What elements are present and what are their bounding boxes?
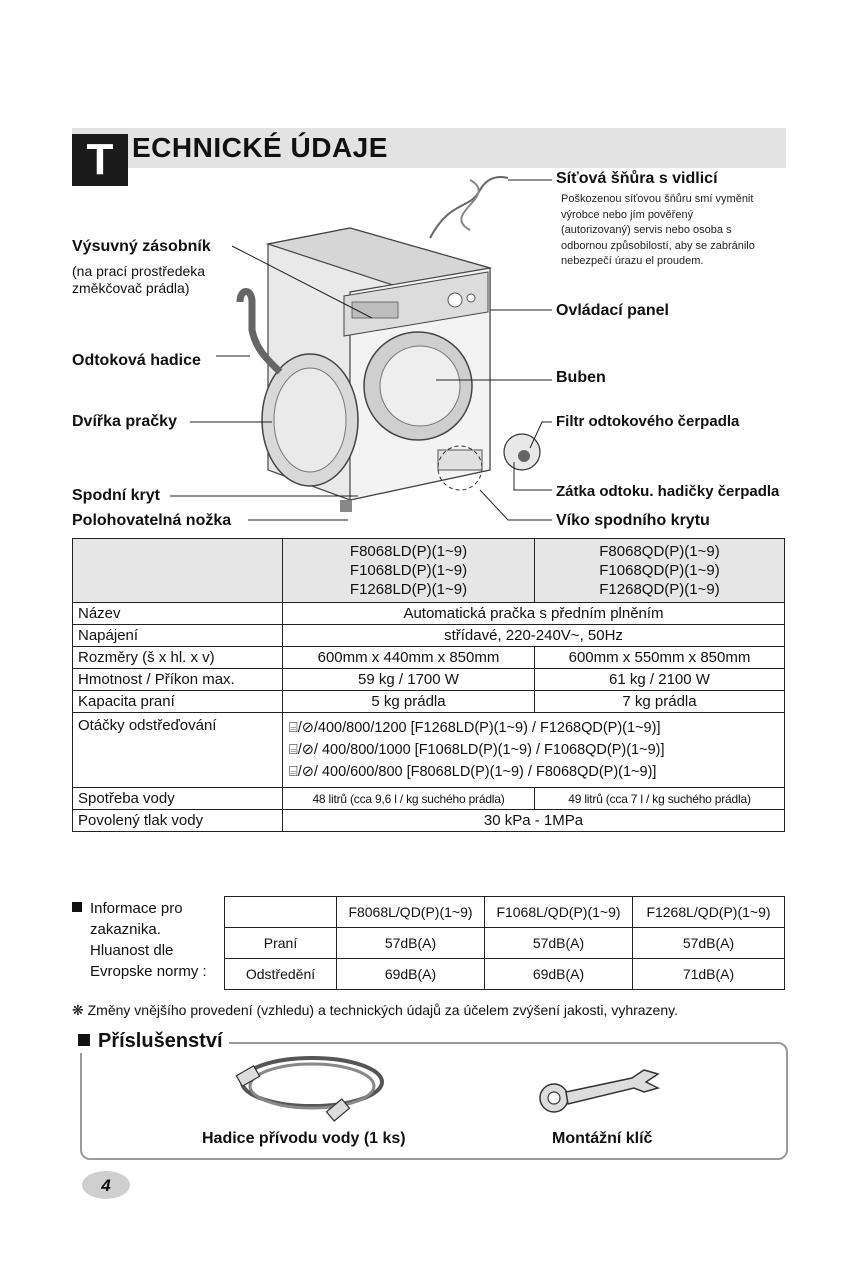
table-row: Spotřeba vody 48 litrů (cca 9,6 l / kg suchého prádla) 49 litrů (cca 7 l / kg suchého prádla) bbox=[73, 788, 785, 810]
table-row: Povolený tlak vody 30 kPa - 1MPa bbox=[73, 810, 785, 832]
pump-filter-label: Filtr odtokového čerpadla bbox=[556, 413, 740, 430]
drawer-note: (na prací prostředeka změkčovač prádla) bbox=[72, 263, 206, 296]
accessories-box bbox=[80, 1042, 788, 1160]
lower-cover-shape bbox=[438, 450, 482, 470]
door-label: Dvířka pračky bbox=[72, 413, 177, 430]
models-a-cell: F8068LD(P)(1~9) F1068LD(P)(1~9) F1268LD(P)(1~9) bbox=[283, 539, 535, 603]
table-row: Otáčky odstřeďování ⌸/⊘/400/800/1200 [F1268LD(P)(1~9) / F1268QD(P)(1~9)] ⌸/⊘/ 400/800/1000 [F1068LD(P)(1~9) / F1068QD(P)(1~9)] ⌸/⊘/ 400/600/800 [F8068LD(P)(1~9) / F8068QD(P)(1~9)] bbox=[73, 713, 785, 788]
noise-header-row: F8068L/QD(P)(1~9) F1068L/QD(P)(1~9) F1268L/QD(P)(1~9) bbox=[225, 897, 785, 928]
drum-label: Buben bbox=[556, 369, 606, 386]
footnote: ❋ Změny vnějšího provedení (vzhledu) a technických údajů za účelem zvýšení jakosti, vyhrazeny. bbox=[72, 1002, 678, 1018]
lower-cover-cap-label: Víko spodního krytu bbox=[556, 512, 710, 529]
power-cord-note: Poškozenou síťovou šňůru smí vyměnit výrobce nebo jím pověřený (autorizovaný) servis nebo osoba s odbornou způsobilostí, aby se zabránilo nebezpečí úrazu el proudem. bbox=[561, 193, 755, 267]
spec-corner-cell bbox=[73, 539, 283, 603]
page-number-badge bbox=[76, 1170, 132, 1200]
program-knob-shape bbox=[448, 293, 462, 307]
foot-shape bbox=[340, 500, 352, 512]
hose-label: Hadice přívodu vody (1 ks) bbox=[202, 1130, 406, 1147]
drum-shape bbox=[380, 346, 460, 426]
noise-table bbox=[224, 896, 785, 990]
lower-cover-label: Spodní kryt bbox=[72, 487, 161, 504]
spin-mode-icon: ⌸/⊘ bbox=[289, 720, 314, 736]
table-row: Název Automatická pračka s předním plněním bbox=[73, 603, 785, 625]
bullet-icon bbox=[72, 902, 82, 912]
spin-cell: ⌸/⊘/400/800/1200 [F1268LD(P)(1~9) / F1268QD(P)(1~9)] ⌸/⊘/ 400/800/1000 [F1068LD(P)(1~9) / F1068QD(P)(1~9)] ⌸/⊘/ 400/600/800 [F8068LD(P)(1~9) / F8068QD(P)(1~9)] bbox=[283, 713, 785, 788]
noise-info: Informace pro zakaznika. Hluanost dle Evropske normy : bbox=[72, 898, 207, 982]
noise-corner-cell bbox=[225, 897, 337, 928]
page-number: 4 bbox=[101, 1176, 111, 1195]
table-row: Kapacita praní 5 kg prádla 7 kg prádla bbox=[73, 691, 785, 713]
water-hose-icon bbox=[220, 1050, 400, 1126]
spec-table bbox=[72, 538, 785, 832]
page-title: ECHNICKÉ ÚDAJE bbox=[132, 132, 388, 163]
panel-button-shape bbox=[467, 294, 475, 302]
models-b-cell: F8068QD(P)(1~9) F1068QD(P)(1~9) F1268QD(P)(1~9) bbox=[535, 539, 785, 603]
bullet-icon bbox=[78, 1034, 90, 1046]
table-row: Praní 57dB(A) 57dB(A) 57dB(A) bbox=[225, 928, 785, 959]
wrench-label: Montážní klíč bbox=[552, 1130, 653, 1147]
control-panel-label: Ovládací panel bbox=[556, 302, 669, 319]
table-row: Napájení střídavé, 220-240V~, 50Hz bbox=[73, 625, 785, 647]
table-row: Odstředění 69dB(A) 69dB(A) 71dB(A) bbox=[225, 959, 785, 990]
accessories-title: Příslušenství bbox=[78, 1030, 229, 1053]
header-initial: T bbox=[72, 134, 128, 186]
wrench-icon bbox=[534, 1066, 664, 1116]
power-cord-label: Síťová šňůra s vidlicí bbox=[556, 170, 718, 187]
drawer-label: Výsuvný zásobník bbox=[72, 238, 211, 255]
spin-mode-icon: ⌸/⊘ bbox=[289, 742, 314, 758]
table-row: Hmotnost / Příkon max. 59 kg / 1700 W 61 kg / 2100 W bbox=[73, 669, 785, 691]
spin-mode-icon: ⌸/⊘ bbox=[289, 764, 314, 780]
door-glass-shape bbox=[274, 368, 346, 472]
drain-hose-label: Odtoková hadice bbox=[72, 352, 201, 369]
filter-plug-shape bbox=[518, 450, 530, 462]
table-row: Rozměry (š x hl. x v) 600mm x 440mm x 850mm 600mm x 550mm x 850mm bbox=[73, 647, 785, 669]
drain-plug-label: Zátka odtoku. hadičky čerpadla bbox=[556, 483, 780, 500]
spec-header-row bbox=[73, 539, 785, 603]
adjustable-foot-label: Polohovatelná nožka bbox=[72, 512, 232, 529]
drawer-shape bbox=[352, 302, 398, 318]
